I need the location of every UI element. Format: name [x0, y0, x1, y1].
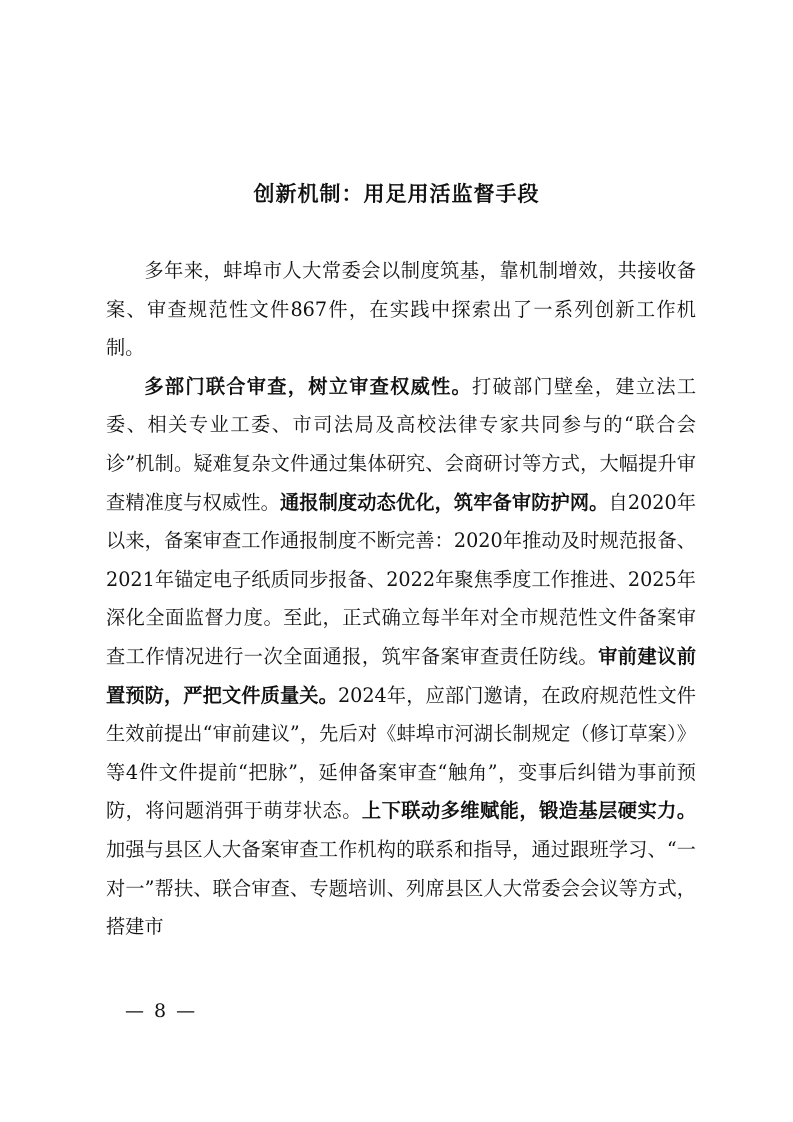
- lead-report-system: 通报制度动态优化，筑牢备审防护网。: [279, 490, 609, 514]
- lead-joint-review: 多部门联合审查，树立审查权威性。: [144, 374, 473, 398]
- paragraph-intro: 多年来，蚌埠市人大常委会以制度筑基，靠机制增效，共接收备案、审查规范性文件867件，在实践中探索出了一系列创新工作机制。: [106, 259, 696, 360]
- page-number: — 8 —: [125, 1000, 198, 1022]
- body-text: [106, 252, 696, 947]
- paragraph-mechanisms: [106, 368, 696, 947]
- text-joint-review: 打破部门壁垒，建立法工委、相关专业工委、市司法局及高校法律专家共同参与的“联合会诊”机制。疑难复杂文件通过集体研究、会商研讨等方式，大幅提升审查精准度与权威性。: [106, 374, 697, 514]
- text-report-system: 自2020年以来，备案审查工作通报制度不断完善：2020年推动及时规范报备、2021年锚定电子纸质同步报备、2022年聚焦季度工作推进、2025年深化全面监督力度。至此，正式确立每半年对全市规范性文件备案审查工作情况进行一次全面通报，筑牢备案审查责任防线。: [106, 490, 697, 668]
- page-title: 创新机制：用足用活监督手段: [253, 182, 540, 206]
- lead-pre-review: 审前建议前置预防，严把文件质量关。: [106, 644, 697, 707]
- text-pre-review: 2024年，应部门邀请，在政府规范性文件生效前提出“审前建议”，先后对《蚌埠市河湖长制规定（修订草案）》等4件文件提前“把脉”，延伸备案审查“触角”，变事后纠错为事前预防，将问题消弭于萌芽状态。: [106, 683, 696, 823]
- text-linkage: 加强与县区人大备案审查工作机构的联系和指导，通过跟班学习、“一对一”帮扶、联合审查、专题培训、列席县区人大常委会会议等方式，搭建市: [106, 837, 696, 939]
- lead-linkage: 上下联动多维赋能，锻造基层硬实力。: [361, 799, 697, 823]
